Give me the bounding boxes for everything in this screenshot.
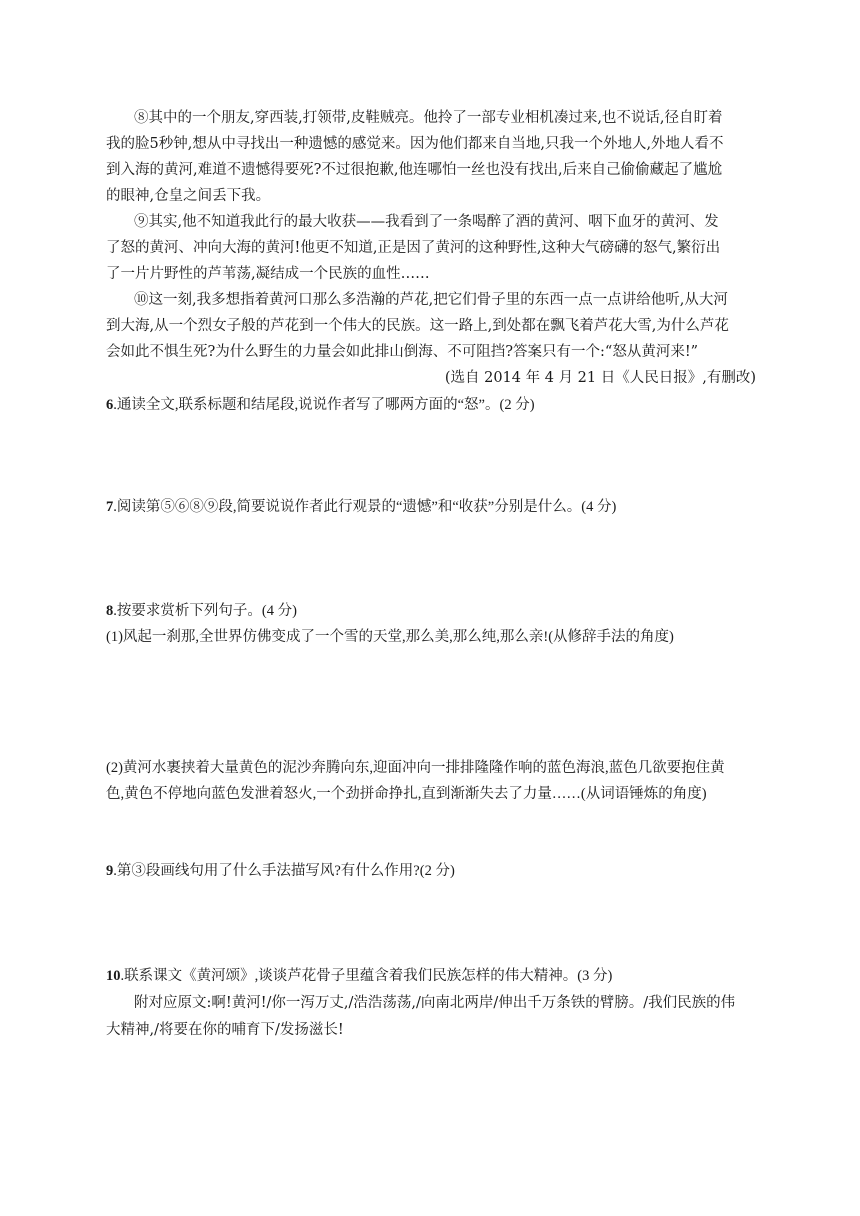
question-8-sub-2-line-2: 色,黄色不停地向蓝色发泄着怒火,一个劲拼命挣扎,直到渐渐失去了力量……(从词语锤炼的角度) (106, 786, 707, 802)
question-text: .按要求赏析下列句子。(4 分) (113, 603, 297, 619)
paragraph-8-line-4: 的眼神,仓皇之间丢下我。 (106, 188, 271, 204)
paragraph-10-line-2: 到大海,从一个烈女子般的芦花到一个伟大的民族。这一路上,到处都在飘飞着芦花大雪,为什么芦花 (106, 318, 729, 334)
paragraph-8-line-2: 我的脸5秒钟,想从中寻找出一种遗憾的感觉来。因为他们都来自当地,只我一个外地人,外地人看不 (106, 136, 724, 152)
question-10-attachment-line-1: 附对应原文:啊!黄河!/你一泻万丈,/浩浩荡荡,/向南北两岸/伸出千万条铁的臂膀。/我们民族的伟 (134, 995, 736, 1011)
paragraph-9-line-3: 了一片片野性的芦苇荡,凝结成一个民族的血性…… (106, 266, 430, 282)
question-10 (106, 966, 756, 986)
paragraph-8-line-1: ⑧其中的一个朋友,穿西装,打领带,皮鞋贼亮。他拎了一部专业相机凑过来,也不说话,径自盯着 (134, 110, 723, 126)
paragraph-10-line-3: 会如此不惧生死?为什么野生的力量会如此排山倒海、不可阻挡?答案只有一个:“怒从黄河来!” (106, 344, 699, 360)
question-text: .第③段画线句用了什么手法描写风?有什么作用?(2 分) (113, 863, 455, 879)
question-text: .阅读第⑤⑥⑧⑨段,简要说说作者此行观景的“遗憾”和“收获”分别是什么。(4 分) (113, 499, 617, 515)
question-number: 9 (106, 863, 114, 879)
question-number: 7 (106, 499, 114, 515)
question-number: 6 (106, 397, 114, 413)
question-number: 10 (106, 968, 121, 984)
source-citation: (选自 2014 年 4 月 21 日《人民日报》,有删改) (444, 370, 756, 386)
paragraph-10-line-1: ⑩这一刻,我多想指着黄河口那么多浩瀚的芦花,把它们骨子里的东西一点一点讲给他听,从大河 (134, 292, 728, 308)
question-6 (106, 395, 756, 415)
question-7 (106, 497, 756, 517)
question-8-sub-2-line-1: (2)黄河水裹挟着大量黄色的泥沙奔腾向东,迎面冲向一排排隆隆作响的蓝色海浪,蓝色几欲要抱住黄 (106, 760, 725, 776)
question-9 (106, 861, 756, 881)
paragraph-9-line-2: 了怒的黄河、冲向大海的黄河!他更不知道,正是因了黄河的这种野性,这种大气磅礴的怒气,繁衍出 (106, 240, 721, 256)
question-text: .通读全文,联系标题和结尾段,说说作者写了哪两方面的“怒”。(2 分) (113, 397, 535, 413)
paragraph-8-line-3: 到入海的黄河,难道不遗憾得要死?不过很抱歉,他连哪怕一丝也没有找出,后来自己偷偷藏起了尴尬 (106, 162, 723, 178)
question-8-sub-1: (1)风起一刹那,全世界仿佛变成了一个雪的天堂,那么美,那么纯,那么亲!(从修辞手法的角度) (106, 629, 674, 645)
question-10-attachment-line-2: 大精神,/将要在你的哺育下/发扬滋长! (106, 1022, 344, 1038)
question-text: .联系课文《黄河颂》,谈谈芦花骨子里蕴含着我们民族怎样的伟大精神。(3 分) (120, 968, 613, 984)
question-number: 8 (106, 603, 114, 619)
paragraph-9-line-1: ⑨其实,他不知道我此行的最大收获——我看到了一条喝醉了酒的黄河、咽下血牙的黄河、发 (134, 214, 719, 230)
question-8 (106, 601, 756, 621)
